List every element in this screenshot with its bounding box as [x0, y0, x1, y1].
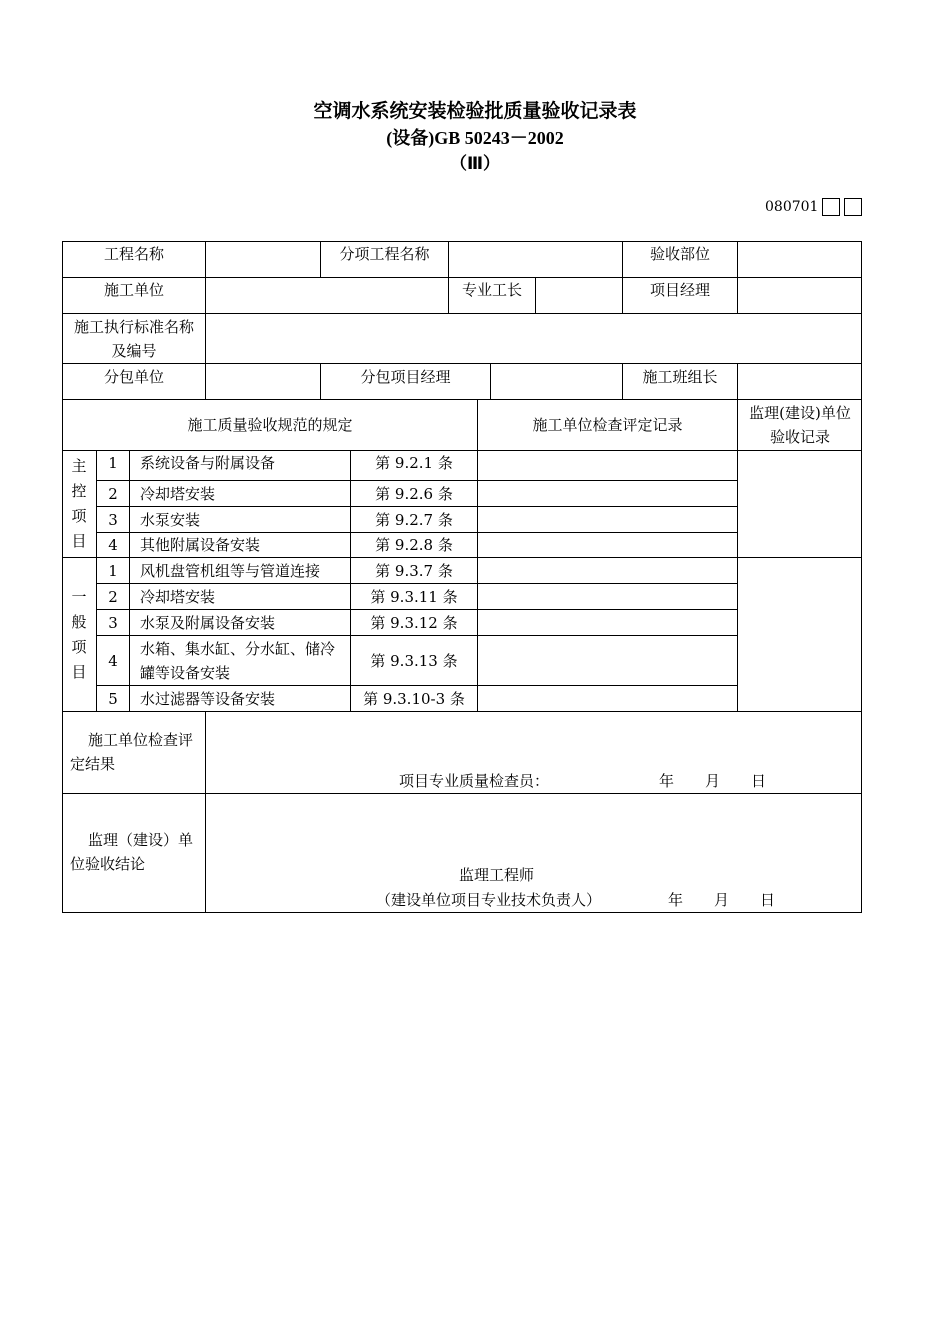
main-items-label: 主 控 项 目	[71, 457, 87, 550]
responsible-label: （建设单位项目专业技术负责人）	[376, 891, 602, 909]
check-record-header: 施工单位检查评定记录	[532, 416, 683, 434]
general-item-no: 4	[108, 651, 118, 670]
general-items-label: 一 般 项 目	[71, 587, 87, 681]
general-item-clause: 第 9.3.11 条	[370, 587, 458, 606]
result-month: 月	[705, 772, 721, 790]
form-part: （Ⅲ）	[449, 154, 501, 174]
general-item-clause: 第 9.3.7 条	[375, 561, 453, 580]
conclusion-month: 月	[714, 891, 730, 909]
main-item-no: 1	[108, 454, 118, 472]
inspector-label: 项目专业质量检查员：	[399, 772, 550, 790]
form-title: 空调水系统安装检验批质量验收记录表	[313, 100, 637, 122]
subcontractor-label: 分包单位	[103, 368, 164, 386]
main-item-name: 其他附属设备安装	[140, 536, 261, 554]
conclusion-day: 日	[760, 891, 776, 909]
form-code-number: 080701	[765, 199, 819, 215]
project-manager-label: 项目经理	[649, 281, 710, 299]
general-item-no: 1	[108, 561, 118, 580]
engineer-label: 监理工程师	[459, 866, 535, 884]
result-label: 施工单位检查评定结果	[70, 731, 194, 773]
general-item-name: 风机盘管机组等与管道连接	[140, 561, 321, 580]
general-item-no: 3	[108, 613, 118, 632]
standard-value[interactable]	[206, 314, 861, 363]
supervision-header: 监理(建设)单位验收记录	[749, 404, 851, 446]
conclusion-year: 年	[668, 891, 684, 909]
acceptance-part-value[interactable]	[738, 242, 861, 277]
project-name-value[interactable]	[206, 242, 320, 277]
general-item-name: 水泵及附属设备安装	[140, 613, 276, 632]
main-item-clause: 第 9.2.7 条	[375, 510, 453, 529]
construction-unit-value[interactable]	[206, 278, 448, 313]
foreman-label: 专业工长	[461, 281, 522, 299]
code-box-2[interactable]	[844, 198, 862, 216]
general-item-clause: 第 9.3.13 条	[370, 651, 458, 670]
sub-project-label: 分项工程名称	[339, 245, 430, 263]
sub-manager-label: 分包项目经理	[360, 368, 451, 386]
main-item-name: 冷却塔安装	[140, 484, 216, 503]
team-leader-label: 施工班组长	[642, 368, 718, 386]
main-item-clause: 第 9.2.1 条	[375, 454, 453, 472]
project-manager-value[interactable]	[738, 278, 861, 313]
conclusion-label: 监理（建设）单位验收结论	[70, 831, 194, 873]
main-item-no: 4	[108, 536, 118, 554]
construction-unit-label: 施工单位	[103, 281, 164, 299]
sub-project-value[interactable]	[449, 242, 622, 277]
general-item-no: 5	[108, 689, 118, 708]
subcontractor-value[interactable]	[206, 364, 320, 399]
result-day: 日	[751, 772, 767, 790]
sub-manager-value[interactable]	[491, 364, 622, 399]
form-code	[765, 198, 862, 216]
general-item-name: 水箱、集水缸、分水缸、储冷罐等设备安装	[140, 639, 336, 682]
main-item-no: 2	[108, 484, 118, 503]
main-item-clause: 第 9.2.8 条	[375, 536, 453, 554]
acceptance-part-label: 验收部位	[649, 245, 710, 263]
form-subtitle: (设备)GB 50243－2002	[386, 128, 564, 148]
foreman-value[interactable]	[536, 278, 622, 313]
result-year: 年	[659, 772, 675, 790]
general-item-clause: 第 9.3.10-3 条	[363, 689, 465, 708]
standard-label: 施工执行标准名称及编号	[73, 318, 194, 360]
project-name-label: 工程名称	[103, 245, 164, 263]
main-item-name: 水泵安装	[140, 510, 201, 529]
general-item-name: 水过滤器等设备安装	[140, 689, 276, 708]
main-item-name: 系统设备与附属设备	[140, 454, 276, 472]
main-item-no: 3	[108, 510, 118, 529]
code-box-1[interactable]	[822, 198, 840, 216]
main-item-clause: 第 9.2.6 条	[375, 484, 453, 503]
team-leader-value[interactable]	[738, 364, 861, 399]
general-item-no: 2	[108, 587, 118, 606]
general-item-name: 冷却塔安装	[140, 587, 216, 606]
spec-header: 施工质量验收规范的规定	[187, 416, 353, 434]
general-item-clause: 第 9.3.12 条	[370, 613, 458, 632]
